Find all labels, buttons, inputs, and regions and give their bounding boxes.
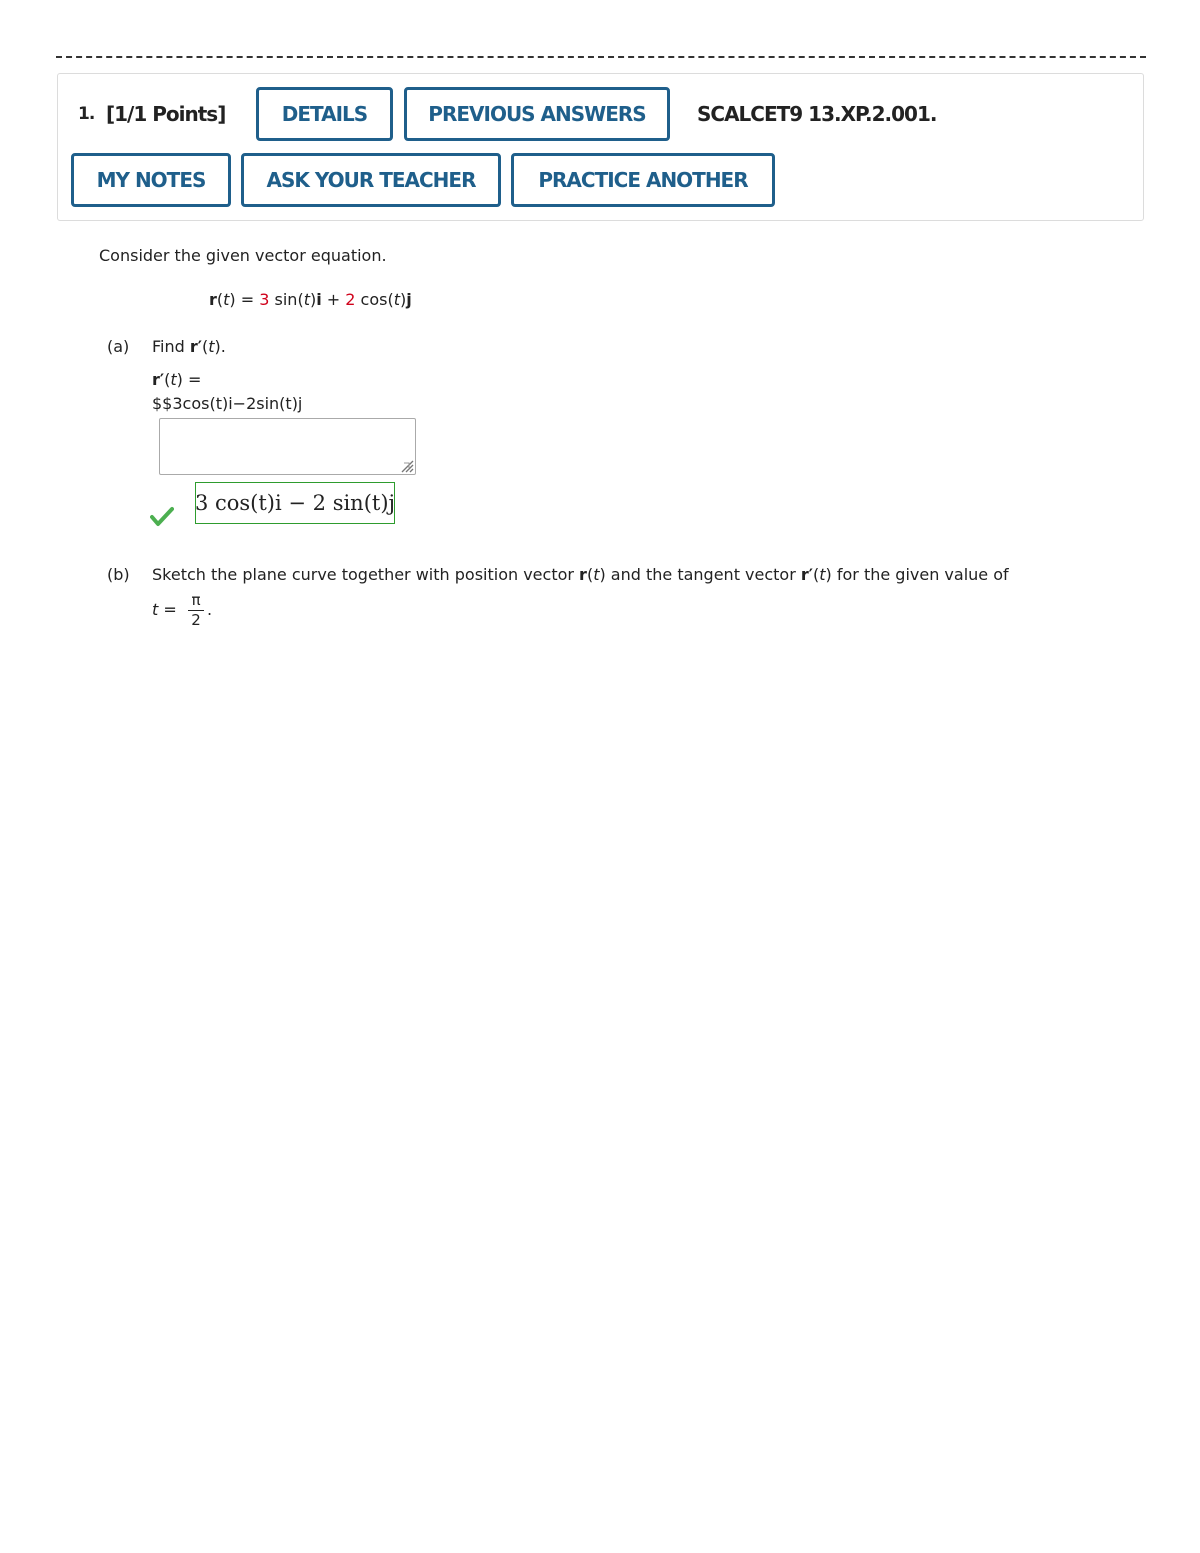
part-a-label: (a) [107,337,130,356]
previous-answers-button[interactable]: PREVIOUS ANSWERS [404,87,670,141]
fraction-period: . [207,600,213,619]
details-button[interactable]: DETAILS [256,87,393,141]
t-value-label: t = [152,600,177,619]
coefficient-1: 3 [259,290,270,309]
t-value-fraction: π 2 [186,591,206,628]
vector-equation: r(t) = 3 sin(t)i + 2 cos(t)j [209,290,412,309]
part-b-label: (b) [107,565,130,584]
coefficient-2: 2 [345,290,356,309]
problem-intro: Consider the given vector equation. [99,246,387,265]
correct-check-icon [150,505,174,527]
submitted-answer-echo: $$3cos(t)i−2sin(t)j [152,394,303,413]
dashed-separator [56,56,1146,58]
correct-answer-box: 3 cos(t)i − 2 sin(t)j [195,482,395,524]
question-number: 1. [78,104,95,124]
question-points: [1/1 Points] [106,102,226,126]
my-notes-button[interactable]: MY NOTES [71,153,231,207]
answer-input[interactable] [159,418,416,475]
practice-another-button[interactable]: PRACTICE ANOTHER [511,153,775,207]
part-b-prompt: Sketch the plane curve together with position vector r(t) and the tangent vector r′(t) for the given value of [152,565,1009,584]
answer-label: r′(t) = [152,370,202,389]
part-a-prompt: Find r′(t). [152,337,226,356]
resize-handle-icon[interactable] [398,457,414,473]
ask-your-teacher-button[interactable]: ASK YOUR TEACHER [241,153,501,207]
problem-code: SCALCET9 13.XP.2.001. [697,102,937,126]
